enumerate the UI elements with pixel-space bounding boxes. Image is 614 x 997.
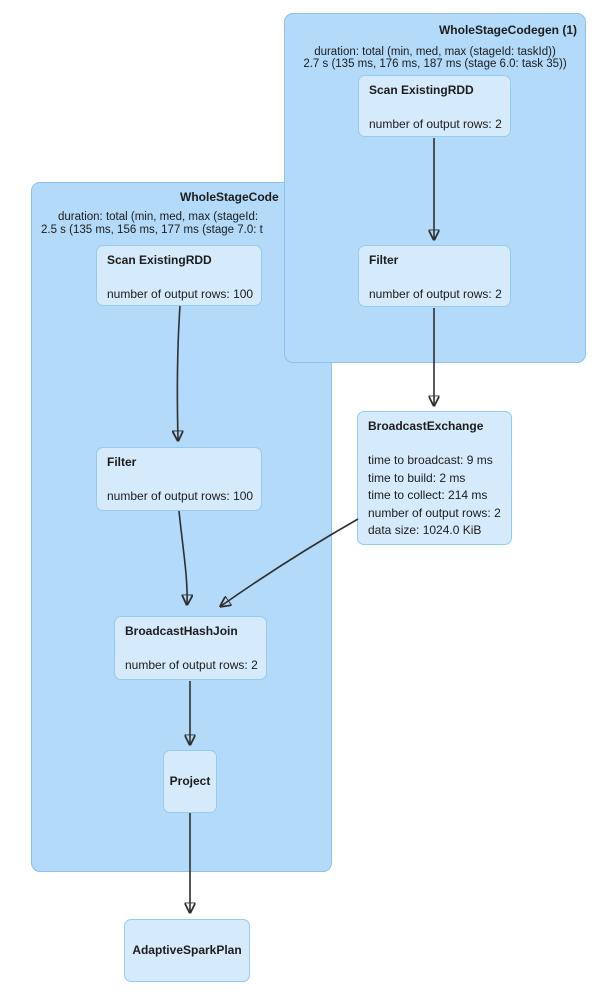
node-title: BroadcastHashJoin: [125, 624, 238, 638]
node-metric: data size: 1024.0 KiB: [368, 523, 482, 537]
node-metric: number of output rows: 2: [368, 505, 501, 520]
node-title: Project: [169, 774, 211, 788]
node-scan-existingrdd-1[interactable]: [358, 75, 511, 137]
cluster-duration-line2: 2.7 s (135 ms, 176 ms, 187 ms (stage 6.0: task 35)): [303, 58, 567, 70]
node-filter-1[interactable]: [358, 245, 511, 307]
node-title: AdaptiveSparkPlan: [132, 943, 242, 957]
node-metric: time to collect: 214 ms: [368, 488, 488, 502]
node-broadcastexchange[interactable]: [357, 411, 512, 545]
node-metric: number of output rows: 100: [107, 489, 254, 503]
node-metric: number of output rows: 2: [369, 117, 502, 131]
node-metric: number of output rows: 2: [125, 658, 258, 672]
node-metric: time to build: 2 ms: [368, 470, 466, 485]
node-project[interactable]: [163, 750, 217, 813]
cluster-wholestagecodegen-1: [284, 13, 586, 363]
node-metric: number of output rows: 2: [369, 287, 502, 301]
node-broadcasthashjoin[interactable]: [114, 616, 267, 680]
node-title: Scan ExistingRDD: [107, 253, 212, 267]
node-title: BroadcastExchange: [368, 419, 484, 433]
cluster-title: WholeStageCode: [180, 190, 279, 204]
node-metric: number of output rows: 100: [107, 287, 254, 301]
node-title: Scan ExistingRDD: [369, 83, 474, 97]
cluster-duration-line2: 2.5 s (135 ms, 156 ms, 177 ms (stage 7.0: t: [41, 224, 263, 236]
cluster-duration-line1: duration: total (min, med, max (stageId:: [58, 211, 259, 223]
node-adaptivesparkplan[interactable]: [124, 919, 250, 982]
node-title: Filter: [369, 253, 399, 267]
node-title: Filter: [107, 455, 137, 469]
node-metric: time to broadcast: 9 ms: [368, 453, 493, 467]
node-scan-existingrdd-2[interactable]: [96, 245, 262, 306]
cluster-duration-line1: duration: total (min, med, max (stageId: taskId)): [314, 46, 556, 58]
cluster-title: WholeStageCodegen (1): [438, 23, 577, 37]
node-filter-2[interactable]: [96, 447, 262, 511]
